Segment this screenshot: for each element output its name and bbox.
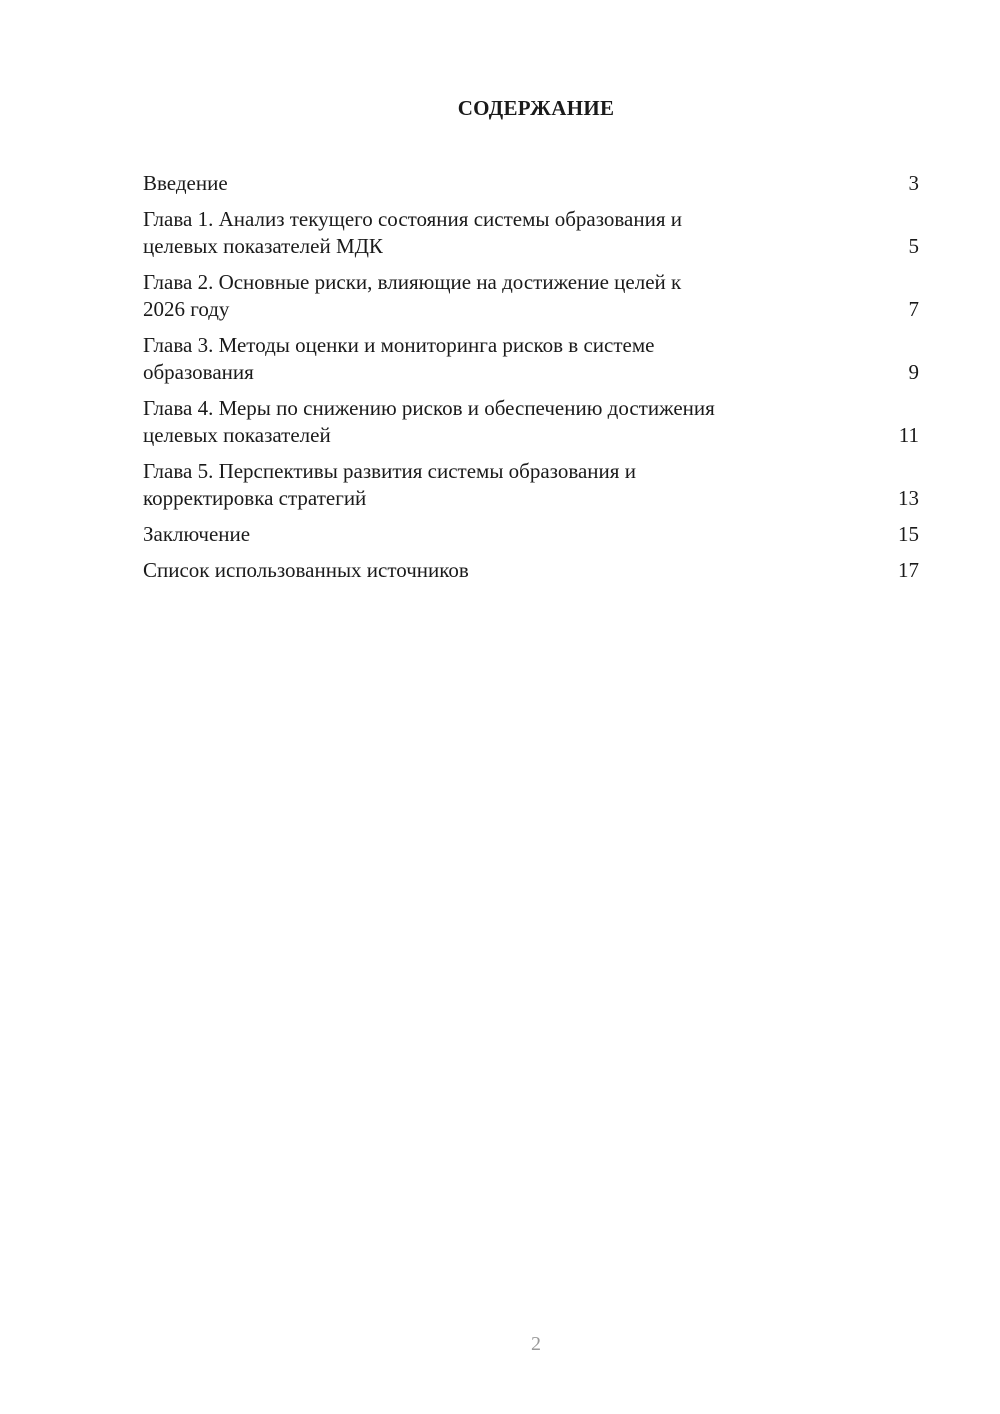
toc-entry-page: 5 xyxy=(908,234,919,258)
toc-entry-page: 7 xyxy=(908,297,919,321)
page-title: СОДЕРЖАНИЕ xyxy=(457,96,615,120)
toc-entry-line: корректировка стратегий xyxy=(143,486,367,510)
toc-entry-line: Список использованных источников xyxy=(143,558,469,582)
toc-entry-page: 11 xyxy=(898,423,919,447)
toc-entry-chapter-2[interactable] xyxy=(143,269,919,323)
toc-entry-page: 17 xyxy=(898,558,919,582)
toc-entry-line: Введение xyxy=(143,171,228,195)
toc-entry-line: Глава 5. Перспективы развития системы образования и xyxy=(143,459,636,483)
toc-entry-chapter-5[interactable] xyxy=(143,458,919,512)
toc-entry-page: 15 xyxy=(898,522,919,546)
toc-entry-line: Заключение xyxy=(143,522,251,546)
toc-entry-conclusion[interactable] xyxy=(143,521,919,548)
toc-entry-label xyxy=(143,269,833,323)
toc-entry-label xyxy=(143,206,833,260)
toc-entry-label xyxy=(143,521,833,548)
toc-entry-line: образования xyxy=(143,360,254,384)
toc-entry-line: 2026 году xyxy=(143,297,230,321)
toc-entry-label xyxy=(143,458,833,512)
toc-entry-label xyxy=(143,332,833,386)
toc-entry-page: 3 xyxy=(908,171,919,195)
toc-entry-line: целевых показателей МДК xyxy=(143,234,383,258)
toc-entry-references[interactable] xyxy=(143,557,919,584)
toc-entry-chapter-4[interactable] xyxy=(143,395,919,449)
table-of-contents xyxy=(143,170,919,593)
toc-entry-page: 13 xyxy=(898,486,919,510)
toc-entry-label xyxy=(143,557,833,584)
toc-entry-chapter-1[interactable] xyxy=(143,206,919,260)
toc-entry-line: целевых показателей xyxy=(143,423,331,447)
toc-entry-line: Глава 4. Меры по снижению рисков и обеспечению достижения xyxy=(143,396,715,420)
page-number: 2 xyxy=(531,1333,541,1355)
toc-entry-chapter-3[interactable] xyxy=(143,332,919,386)
toc-entry-introduction[interactable] xyxy=(143,170,919,197)
toc-entry-label xyxy=(143,170,833,197)
toc-entry-line: Глава 1. Анализ текущего состояния системы образования и xyxy=(143,207,682,231)
toc-entry-label xyxy=(143,395,833,449)
toc-entry-line: Глава 3. Методы оценки и мониторинга рисков в системе xyxy=(143,333,655,357)
toc-entry-page: 9 xyxy=(908,360,919,384)
toc-entry-line: Глава 2. Основные риски, влияющие на достижение целей к xyxy=(143,270,682,294)
